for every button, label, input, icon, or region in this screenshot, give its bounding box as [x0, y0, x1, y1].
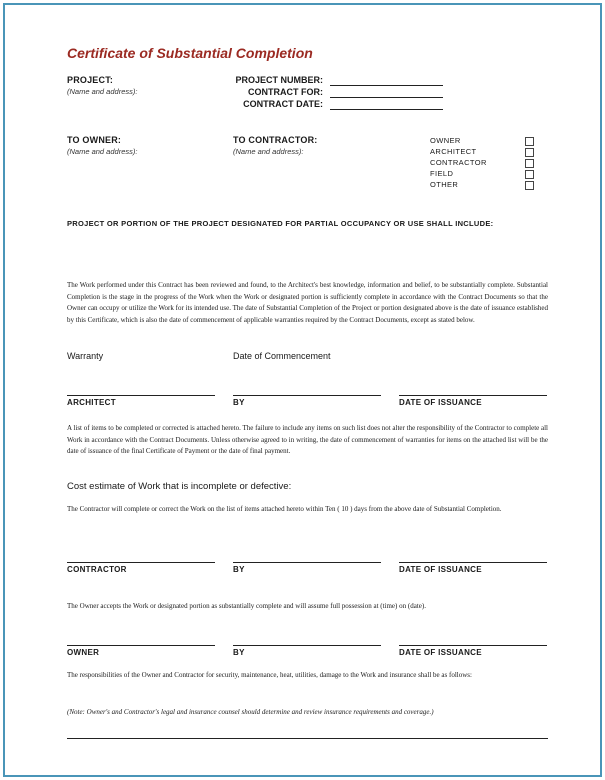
contractor-signature-line[interactable]: [67, 562, 215, 563]
document-page: [3, 3, 602, 777]
distribution-architect-checkbox[interactable]: [525, 148, 534, 157]
distribution-field: [430, 169, 534, 180]
contract-date-field[interactable]: [330, 109, 443, 110]
partial-occupancy-heading: PROJECT OR PORTION OF THE PROJECT DESIGNATED FOR PARTIAL OCCUPANCY OR USE SHALL INCLUDE:: [67, 219, 494, 228]
project-label: PROJECT:: [67, 75, 114, 85]
owner-label: OWNER: [67, 648, 100, 657]
contract-for-field[interactable]: [330, 97, 443, 98]
distribution-contractor: [430, 158, 534, 169]
to-contractor-label: TO CONTRACTOR:: [233, 135, 318, 145]
distribution-contractor-checkbox[interactable]: [525, 159, 534, 168]
contractor-label: CONTRACTOR: [67, 565, 127, 574]
owner-acceptance-paragraph: The Owner accepts the Work or designated portion as substantially complete and will assume full possession at (time) on (date).: [67, 602, 426, 610]
warranty-label: Warranty: [67, 351, 104, 361]
contractor-date-label: DATE OF ISSUANCE: [399, 565, 482, 574]
architect-by-label: BY: [233, 398, 245, 407]
architect-label: ARCHITECT: [67, 398, 116, 407]
architect-date-label: DATE OF ISSUANCE: [399, 398, 482, 407]
project-number-field[interactable]: [330, 85, 443, 86]
distribution-architect: [430, 147, 534, 158]
contract-for-label: CONTRACT FOR:: [248, 87, 323, 97]
owner-signature-line[interactable]: [67, 645, 215, 646]
distribution-field-checkbox[interactable]: [525, 170, 534, 179]
distribution-owner: [430, 136, 534, 147]
distribution-owner-checkbox[interactable]: [525, 137, 534, 146]
owner-date-label: DATE OF ISSUANCE: [399, 648, 482, 657]
distribution-other-checkbox[interactable]: [525, 181, 534, 190]
project-number-label: PROJECT NUMBER:: [235, 75, 323, 85]
distribution-other: [430, 180, 534, 191]
contractor-completion-paragraph: The Contractor will complete or correct the Work on the list of items attached hereto within Ten ( 10 ) days from the above date of Substantial Completion.: [67, 505, 502, 513]
architect-signature-line[interactable]: [67, 395, 215, 396]
cost-estimate-label: Cost estimate of Work that is incomplete or defective:: [67, 481, 292, 492]
contractor-by-label: BY: [233, 565, 245, 574]
architect-date-line[interactable]: [399, 395, 547, 396]
responsibilities-line[interactable]: [67, 738, 548, 739]
owner-by-label: BY: [233, 648, 245, 657]
insurance-note: (Note: Owner's and Contractor's legal and insurance counsel should determine and review insurance requirements and coverage.): [67, 708, 434, 716]
to-owner-label: TO OWNER:: [67, 135, 122, 145]
items-list-paragraph: A list of items to be completed or corrected is attached hereto. The failure to include any items on such list does not alter the responsibility of the Contractor to complete all Work in accordance with the Contract Documents. Unless otherwise agreed to in writing, the date of commencement of warranties for items on the attached list will be the date of issuance of the final Certificate of Payment or the date of final payment.: [67, 424, 548, 455]
owner-name-address-hint: (Name and address):: [67, 147, 138, 156]
architect-by-line[interactable]: [233, 395, 381, 396]
contractor-by-line[interactable]: [233, 562, 381, 563]
distribution-architect-label: ARCHITECT: [430, 147, 477, 156]
distribution-contractor-label: CONTRACTOR: [430, 158, 487, 167]
document-title: Certificate of Substantial Completion: [67, 45, 313, 61]
contractor-date-line[interactable]: [399, 562, 547, 563]
contract-date-label: CONTRACT DATE:: [243, 99, 323, 109]
owner-date-line[interactable]: [399, 645, 547, 646]
distribution-field-label: FIELD: [430, 169, 454, 178]
responsibilities-paragraph: The responsibilities of the Owner and Contractor for security, maintenance, heat, utilities, damage to the Work and insurance shall be as follows:: [67, 671, 472, 679]
distribution-other-label: OTHER: [430, 180, 459, 189]
project-name-address-hint: (Name and address):: [67, 87, 138, 96]
distribution-owner-label: OWNER: [430, 136, 461, 145]
substantial-completion-paragraph: The Work performed under this Contract has been reviewed and found, to the Architect's best knowledge, information and belief, to be substantially complete. Substantial Completion is the stage in the progress of the Work when the Work or designated portion is sufficiently complete in accordance with the Contract Documents so that the Owner can occupy or utilize the Work for its intended use. The date of Substantial Completion of the Project or portion designated above is the date of issuance established by this Certificate, which is also the date of commencement of applicable warranties required by the Contract Documents, except as stated below.: [67, 281, 548, 324]
contractor-name-address-hint: (Name and address):: [233, 147, 304, 156]
commencement-date-label: Date of Commencement: [233, 351, 331, 361]
owner-by-line[interactable]: [233, 645, 381, 646]
